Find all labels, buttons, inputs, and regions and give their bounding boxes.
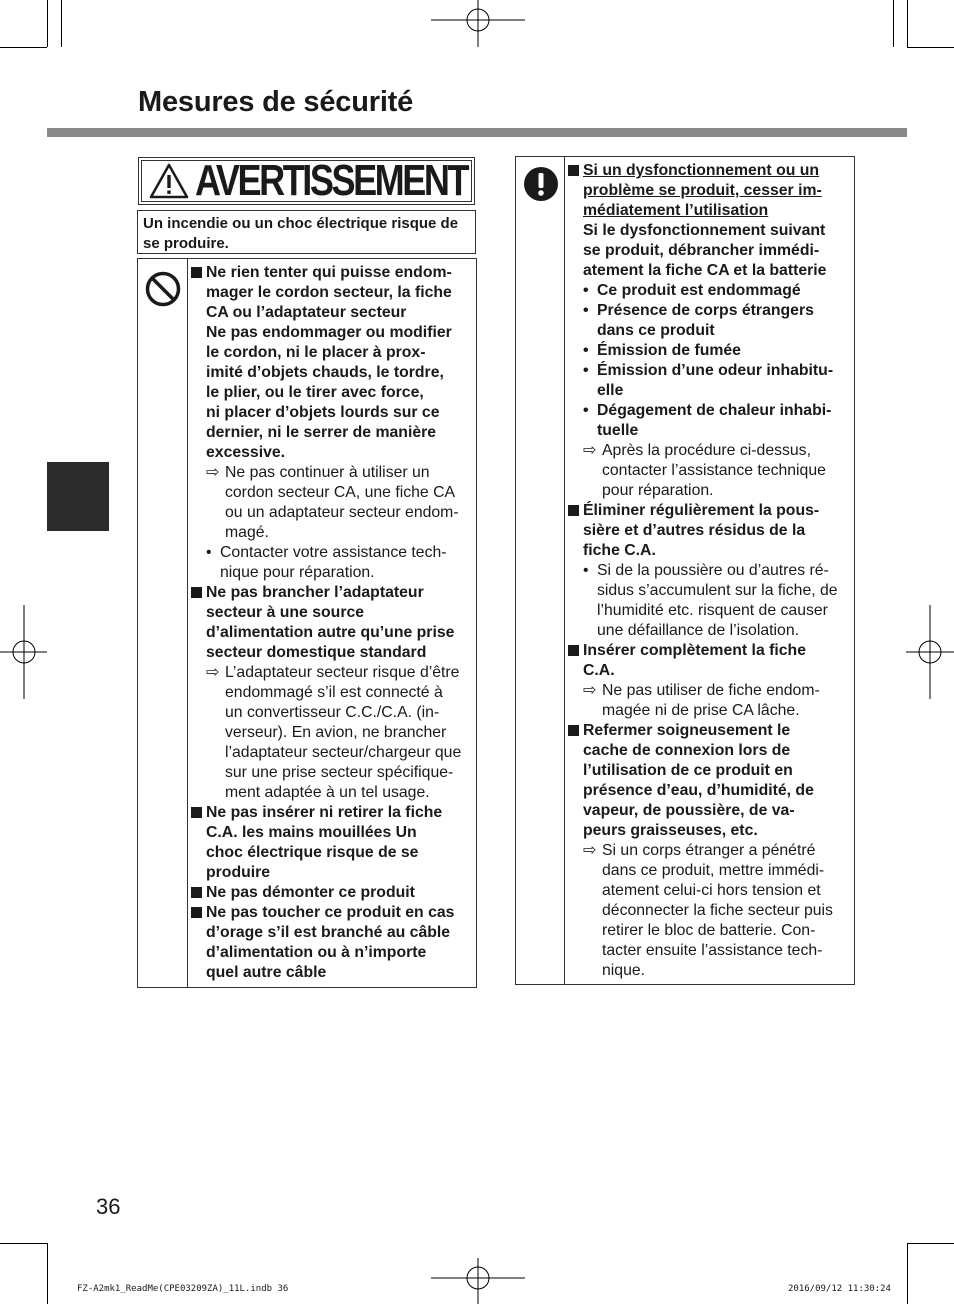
registration-mark-top — [431, 0, 525, 48]
text-line: Dégagement de chaleur inhabi- — [597, 402, 832, 419]
mandatory-table — [515, 156, 855, 985]
text-line: dans ce produit, mettre immédi- — [602, 862, 825, 879]
instruction-item — [188, 883, 478, 903]
text-line: secteur domestique standard — [206, 644, 427, 661]
text-line: Ne pas endommager ou modifier — [206, 324, 452, 341]
text-line: Si de la poussière ou d’autres ré- — [597, 562, 829, 579]
bullet-icon: • — [206, 544, 212, 561]
registration-mark-right — [906, 605, 954, 699]
text-line: d’alimentation ou à n’importe — [206, 944, 427, 961]
text-line: le plier, ou le tirer avec force, — [206, 384, 424, 401]
text-line: sière et d’autres résidus de la — [583, 522, 806, 539]
square-bullet-icon — [568, 505, 579, 516]
text-line: Ne pas brancher l’adaptateur — [206, 584, 424, 601]
text-line: Ce produit est endommagé — [597, 282, 801, 299]
text-line: dans ce produit — [597, 322, 715, 339]
text-line: une défaillance de l’isolation. — [597, 622, 799, 639]
warning-label: AVERTISSEMENT — [194, 156, 467, 205]
square-bullet-icon — [568, 165, 579, 176]
square-bullet-icon — [191, 807, 202, 818]
text-line: retirer le bloc de batterie. Con- — [602, 922, 816, 939]
text-line: Ne rien tenter qui puisse endom- — [206, 264, 452, 281]
bullet-icon: • — [583, 402, 589, 419]
instruction-item — [188, 583, 478, 663]
square-bullet-icon — [568, 645, 579, 656]
arrow-icon: ⇨ — [583, 842, 597, 859]
text-line: présence d’eau, d’humidité, de — [583, 782, 814, 799]
instruction-item — [565, 161, 856, 281]
text-line: peurs graisseuses, etc. — [583, 822, 758, 839]
bullet-note — [565, 281, 856, 301]
square-bullet-icon — [191, 587, 202, 598]
text-line: tacter ensuite l’assistance tech- — [602, 942, 823, 959]
text-line: Refermer soigneusement le — [583, 722, 791, 739]
text-line: mager le cordon secteur, la fiche — [206, 284, 452, 301]
text-line: médiatement l’utilisation — [583, 202, 769, 219]
text-line: l’humidité etc. risquent de causer — [597, 602, 828, 619]
text-line: L’adaptateur secteur risque d’être — [225, 664, 460, 681]
text-line: dernier, ni le serrer de manière — [206, 424, 437, 441]
text-line: Insérer complètement la fiche — [583, 642, 806, 659]
text-line: imité d’objets chauds, le tordre, — [206, 364, 444, 381]
bullet-icon: • — [583, 362, 589, 379]
icon-column — [138, 259, 188, 987]
text-line: le cordon, ni le placer à prox- — [206, 344, 426, 361]
bullet-note — [565, 401, 856, 441]
bullet-icon: • — [583, 302, 589, 319]
bullet-icon: • — [583, 342, 589, 359]
text-line: Ne pas insérer ni retirer la fiche — [206, 804, 443, 821]
mandatory-list — [565, 161, 856, 981]
arrow-icon: ⇨ — [206, 464, 220, 481]
text-line: l’adaptateur secteur/chargeur que — [225, 744, 462, 761]
text-line: CA ou l’adaptateur secteur — [206, 304, 407, 321]
text-line: magé. — [225, 524, 269, 541]
bullet-note — [565, 301, 856, 341]
text-line: Après la procédure ci-dessus, — [602, 442, 811, 459]
text-line: ni placer d’objets lourds sur ce — [206, 404, 440, 421]
square-bullet-icon — [568, 725, 579, 736]
text-line: Si un dysfonctionnement ou un — [583, 162, 820, 179]
text-line: atement la fiche CA et la batterie — [583, 262, 827, 279]
instruction-item — [188, 803, 478, 883]
bullet-note — [565, 361, 856, 401]
text-line: C.A. les mains mouillées Un — [206, 824, 417, 841]
instruction-item — [565, 721, 856, 841]
text-line: fiche C.A. — [583, 542, 656, 559]
text-line: vapeur, de poussière, de va- — [583, 802, 795, 819]
text-line: d’alimentation autre qu’une prise — [206, 624, 455, 641]
arrow-icon: ⇨ — [583, 442, 597, 459]
instruction-item — [565, 501, 856, 561]
text-line: verseur). En avion, ne brancher — [225, 724, 447, 741]
square-bullet-icon — [191, 887, 202, 898]
text-line: Émission de fumée — [597, 342, 741, 359]
consequence-note — [565, 441, 856, 501]
text-line: Si un corps étranger a pénétré — [602, 842, 816, 859]
text-line: déconnecter la fiche secteur puis — [602, 902, 833, 919]
consequence-note — [188, 663, 478, 803]
bullet-note — [565, 561, 856, 641]
text-line: problème se produit, cesser im- — [583, 182, 822, 199]
bullet-note — [188, 543, 478, 583]
text-line: sur une prise secteur spécifique- — [225, 764, 454, 781]
text-line: Ne pas continuer à utiliser un — [225, 464, 430, 481]
consequence-note — [188, 463, 478, 543]
bullet-icon: • — [583, 282, 589, 299]
text-line: secteur à une source — [206, 604, 365, 621]
text-line: atement celui-ci hors tension et — [602, 882, 821, 899]
text-line: nique. — [602, 962, 646, 979]
consequence-note — [565, 841, 856, 981]
instruction-item — [188, 263, 478, 463]
page-title: Mesures de sécurité — [138, 86, 414, 118]
text-line: produire — [206, 864, 271, 881]
registration-mark-bottom — [431, 1258, 525, 1304]
text-line: nique pour réparation. — [220, 564, 375, 581]
text-line: cache de connexion lors de — [583, 742, 791, 759]
text-line: tuelle — [597, 422, 639, 439]
square-bullet-icon — [191, 267, 202, 278]
page-number: 36 — [96, 1194, 121, 1219]
text-line: ment adaptée à un tel usage. — [225, 784, 430, 801]
square-bullet-icon — [191, 907, 202, 918]
bullet-icon: • — [583, 562, 589, 579]
text-line: Éliminer régulièrement la pous- — [583, 502, 820, 519]
text-line: elle — [597, 382, 624, 399]
text-line: C.A. — [583, 662, 615, 679]
text-line: d’orage s’il est branché au câble — [206, 924, 451, 941]
consequence-note — [565, 681, 856, 721]
text-line: excessive. — [206, 444, 286, 461]
prohibition-table — [137, 258, 477, 988]
title-rule — [47, 128, 907, 137]
text-line: contacter l’assistance technique — [602, 462, 826, 479]
icon-column — [516, 157, 565, 984]
text-line: Présence de corps étrangers — [597, 302, 814, 319]
text-line: Ne pas toucher ce produit en cas — [206, 904, 455, 921]
footer-file: FZ-A2mk1_ReadMe(CPE03209ZA)_11L.indb 36 — [77, 1284, 289, 1294]
text-line: endommagé s’il est connecté à — [225, 684, 443, 701]
exclamation-icon — [523, 166, 559, 202]
text-line: Contacter votre assistance tech- — [220, 544, 447, 561]
text-line: magée ni de prise CA lâche. — [602, 702, 800, 719]
text-line: pour réparation. — [602, 482, 714, 499]
text-line: Ne pas démonter ce produit — [206, 884, 415, 901]
text-line: Ne pas utiliser de fiche endom- — [602, 682, 820, 699]
risk-statement: Un incendie ou un choc électrique risque de se produire. — [137, 210, 476, 254]
prohibition-list — [188, 263, 478, 983]
prohibited-icon — [145, 271, 181, 307]
arrow-icon: ⇨ — [206, 664, 220, 681]
text-line: ou un adaptateur secteur endom- — [225, 504, 459, 521]
section-tab — [47, 462, 109, 531]
registration-mark-left — [0, 605, 48, 699]
warning-triangle-icon — [149, 163, 189, 199]
text-line: quel autre câble — [206, 964, 327, 981]
text-line: Si le dysfonctionnement suivant — [583, 222, 826, 239]
instruction-item — [188, 903, 478, 983]
bullet-note — [565, 341, 856, 361]
text-line: un convertisseur C.C./C.A. (in- — [225, 704, 440, 721]
instruction-item — [565, 641, 856, 681]
text-line: sidus s’accumulent sur la fiche, de — [597, 582, 838, 599]
text-line: se produit, débrancher immédi- — [583, 242, 820, 259]
text-line: l’utilisation de ce produit en — [583, 762, 793, 779]
text-line: Émission d’une odeur inhabitu- — [597, 362, 834, 379]
footer-date: 2016/09/12 11:30:24 — [788, 1284, 891, 1294]
arrow-icon: ⇨ — [583, 682, 597, 699]
text-line: cordon secteur CA, une fiche CA — [225, 484, 456, 501]
text-line: choc électrique risque de se — [206, 844, 419, 861]
warning-banner — [138, 157, 475, 205]
